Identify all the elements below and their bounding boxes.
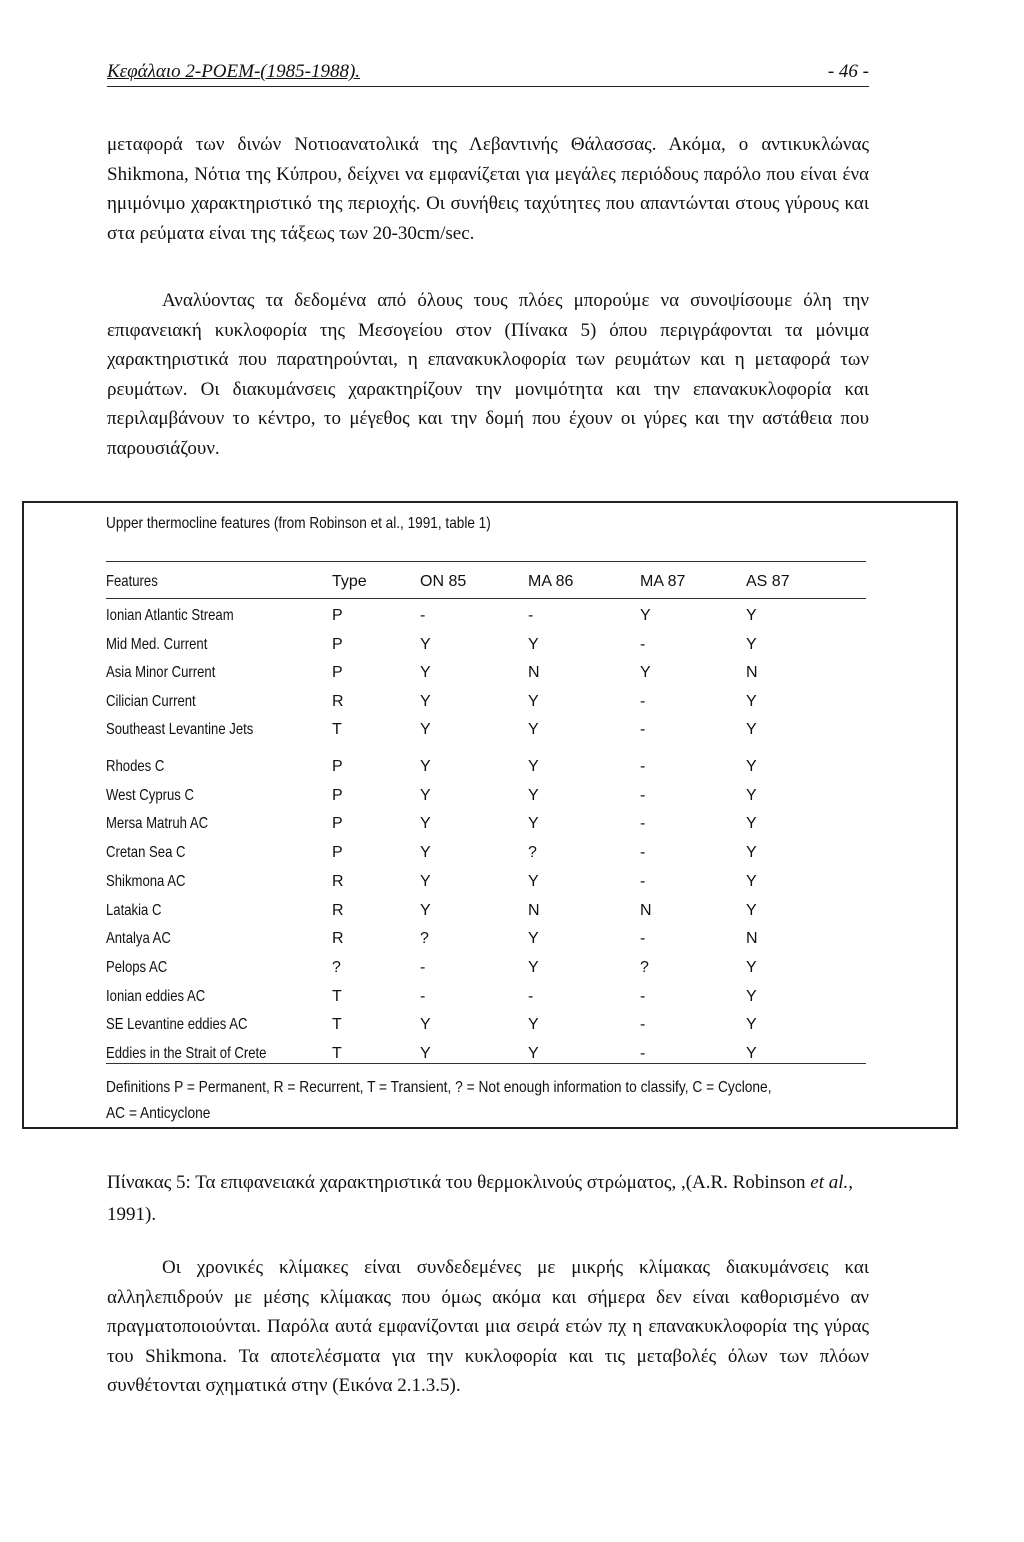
table-cell: ? <box>420 930 429 948</box>
table-cell: Y <box>420 815 431 833</box>
table-cell: Y <box>420 721 431 738</box>
table-cell: - <box>420 987 426 1005</box>
header-cell: Type <box>332 573 367 590</box>
table-cell: - <box>420 607 426 624</box>
table-row <box>106 841 866 865</box>
table-cell: Y <box>746 1045 757 1062</box>
page-header <box>107 60 869 87</box>
table-row <box>106 956 866 980</box>
feature-name-cell: Mersa Matruh AC <box>106 815 209 833</box>
table-cell: - <box>640 635 646 653</box>
feature-name-cell: Latakia C <box>106 901 162 919</box>
table-row <box>106 661 866 685</box>
table-row <box>106 718 866 742</box>
table-rule-top <box>106 561 866 562</box>
table-cell: Y <box>640 607 651 624</box>
header-cell: AS 87 <box>746 573 790 590</box>
features-table <box>22 501 958 1129</box>
table-cell: Y <box>528 872 539 890</box>
table-cell: - <box>640 844 646 862</box>
caption-italic: et al. <box>810 1172 849 1193</box>
table-cell: Y <box>746 872 757 890</box>
table-cell: Y <box>746 987 757 1005</box>
table-cell: P <box>332 635 343 653</box>
paragraph-1: μεταφορά των δινών Νοτιοανατολικά της Λεβαντινής Θάλασσας. Ακόμα, ο αντικυκλώνας Shikmona, Νότια της Κύπρου, δείχνει να εμφανίζεται για μεγάλες περιόδους παρόλο που είναι ένα ημιμόνιμο χαρακτηριστικό της περιοχής. Οι συνήθεις ταχύτητες που απαντώνται στους γύρους και στα ρεύματα είναι της τάξεως των 20-30cm/sec. <box>107 134 869 244</box>
table-cell: - <box>640 930 646 948</box>
table-cell: P <box>332 786 343 804</box>
table-row <box>106 604 866 628</box>
header-cell: MA 87 <box>640 573 686 590</box>
table-cell: Y <box>746 958 757 976</box>
table-row <box>106 870 866 894</box>
table-header-row <box>106 570 866 594</box>
feature-name-cell: Southeast Levantine Jets <box>106 721 254 738</box>
paragraph-2: Αναλύοντας τα δεδομένα από όλους τους πλόες μπορούμε να συνοψίσουμε όλη την επιφανειακή κυκλοφορία της Μεσογείου στον (Πίνακα 5) όπου περιγράφονται τα μόνιμα χαρακτηριστικά που παρατηρούνται, η επανακυκλοφορία των ρευμάτων και η μεταφορά των ρευμάτων. Οι διακυμάνσεις χαρακτηρίζουν την μονιμότητα και την επανακυκλοφορία και περιλαμβάνουν το κέντρο, το μέγεθος και την δομή που έχουν οι γύρες και την αστάθεια που παρουσιάζουν. <box>107 290 869 459</box>
table-cell: Y <box>528 721 539 738</box>
table-cell: Y <box>746 901 757 919</box>
table-row <box>106 899 866 923</box>
table-row <box>106 690 866 714</box>
table-cell: Y <box>746 844 757 862</box>
table-cell: Y <box>420 692 431 710</box>
feature-name-cell: Cretan Sea C <box>106 844 186 862</box>
table-cell: Y <box>420 786 431 804</box>
table-cell: Y <box>528 758 539 775</box>
table-cell: R <box>332 901 344 919</box>
table-cell: - <box>640 786 646 804</box>
table-cell: - <box>640 987 646 1005</box>
header-cell: Features <box>106 573 158 590</box>
table-row <box>106 784 866 808</box>
caption-text: Πίνακας 5: Τα επιφανειακά χαρακτηριστικά του θερμοκλινούς στρώματος, ,(A.R. Robinson <box>107 1172 811 1193</box>
feature-name-cell: Ionian eddies AC <box>106 987 206 1005</box>
table-cell: Y <box>746 635 757 653</box>
table-row <box>106 985 866 1009</box>
feature-name-cell: Antalya AC <box>106 930 171 948</box>
table-cell: - <box>640 1045 646 1062</box>
feature-name-cell: Asia Minor Current <box>106 664 216 681</box>
table-cell: Y <box>746 815 757 833</box>
table-cell: ? <box>332 958 341 976</box>
paragraph-3: Οι χρονικές κλίμακες είναι συνδεδεμένες με μικρής κλίμακας διακυμάνσεις και αλληλεπιδρούν με μέσης κλίμακας που όμως ακόμα και σήμερα δεν είναι καθορισμένο αν πραγματοποιούνται. Παρόλα αυτά εμφανίζονται μια σειρά ετών πχ η επανακυκλοφορία της γύρας του Shikmona. Τα αποτελέσματα για την κυκλοφορία και τις μεταβολές όλων των πλόων συνθέτονται σχηματικά στην (Εικόνα 2.1.3.5). <box>107 1257 869 1396</box>
table-cell: Y <box>746 758 757 775</box>
table-cell: P <box>332 607 343 624</box>
table-row <box>106 633 866 657</box>
table-cell: Y <box>420 872 431 890</box>
table-cell: - <box>640 692 646 710</box>
caption-end: , 1991). <box>107 1172 854 1225</box>
table-cell: Y <box>528 692 539 710</box>
table-cell: N <box>640 901 652 919</box>
table-cell: Y <box>528 1016 539 1034</box>
feature-name-cell: Mid Med. Current <box>106 635 208 653</box>
table-cell: Y <box>746 1016 757 1034</box>
header-cell: MA 86 <box>528 573 574 590</box>
table-cell: - <box>640 721 646 738</box>
table-row <box>106 755 866 779</box>
table-cell: Y <box>420 758 431 775</box>
table-cell: Y <box>746 692 757 710</box>
table-row <box>106 812 866 836</box>
table-caption: Upper thermocline features (from Robinson et al., 1991, table 1) <box>106 515 491 532</box>
header-cell: ON 85 <box>420 573 467 590</box>
feature-name-cell: Eddies in the Strait of Crete <box>106 1045 267 1062</box>
table-cell: P <box>332 844 343 862</box>
table-cell: Y <box>420 1016 431 1034</box>
table-cell: P <box>332 758 343 775</box>
table-cell: Y <box>528 786 539 804</box>
feature-name-cell: Rhodes C <box>106 758 165 775</box>
table-row <box>106 927 866 951</box>
table-cell: N <box>528 664 540 681</box>
table-cell: Y <box>528 1045 539 1062</box>
table-cell: - <box>640 815 646 833</box>
table-cell: P <box>332 664 343 681</box>
table-cell: - <box>420 958 426 976</box>
table-cell: T <box>332 1045 342 1062</box>
table-cell: N <box>746 664 758 681</box>
page-number: - 46 - <box>827 61 869 82</box>
table-caption-greek <box>107 1167 869 1231</box>
feature-name-cell: Pelops AC <box>106 958 168 976</box>
table-cell: T <box>332 721 342 738</box>
definitions-line-2: AC = Anticyclone <box>106 1105 211 1122</box>
table-cell: - <box>640 1016 646 1034</box>
table-cell: Y <box>420 844 431 862</box>
table-cell: T <box>332 1016 342 1034</box>
feature-name-cell: Ionian Atlantic Stream <box>106 607 234 624</box>
table-cell: T <box>332 987 342 1005</box>
table-cell: Y <box>420 1045 431 1062</box>
chapter-title: Κεφάλαιο 2-POEM-(1985-1988). <box>107 61 361 82</box>
table-cell: Y <box>528 930 539 948</box>
table-cell: N <box>746 930 758 948</box>
table-cell: Y <box>420 664 431 681</box>
feature-name-cell: Shikmona AC <box>106 872 186 890</box>
table-cell: R <box>332 692 344 710</box>
definitions-line-1: Definitions P = Permanent, R = Recurrent, T = Transient, ? = Not enough information to classify, C = Cyclone, <box>106 1079 772 1096</box>
table-cell: R <box>332 930 344 948</box>
table-cell: ? <box>640 958 649 976</box>
table-cell: N <box>528 901 540 919</box>
table-cell: - <box>528 607 534 624</box>
table-cell: Y <box>746 786 757 804</box>
table-cell: ? <box>528 844 537 862</box>
table-cell: Y <box>528 635 539 653</box>
table-cell: R <box>332 872 344 890</box>
table-rule-header <box>106 598 866 599</box>
table-cell: Y <box>420 901 431 919</box>
table-row <box>106 1013 866 1037</box>
table-cell: P <box>332 815 343 833</box>
table-cell: Y <box>420 635 431 653</box>
feature-name-cell: SE Levantine eddies AC <box>106 1016 248 1034</box>
feature-name-cell: West Cyprus C <box>106 786 194 804</box>
table-rule-bottom <box>106 1063 866 1064</box>
table-cell: Y <box>640 664 651 681</box>
table-cell: - <box>528 987 534 1005</box>
table-cell: Y <box>746 721 757 738</box>
table-cell: Y <box>528 958 539 976</box>
table-cell: - <box>640 758 646 775</box>
table-cell: Y <box>528 815 539 833</box>
table-definitions <box>106 1075 946 1127</box>
table-cell: - <box>640 872 646 890</box>
table-cell: Y <box>746 607 757 624</box>
feature-name-cell: Cilician Current <box>106 692 196 710</box>
